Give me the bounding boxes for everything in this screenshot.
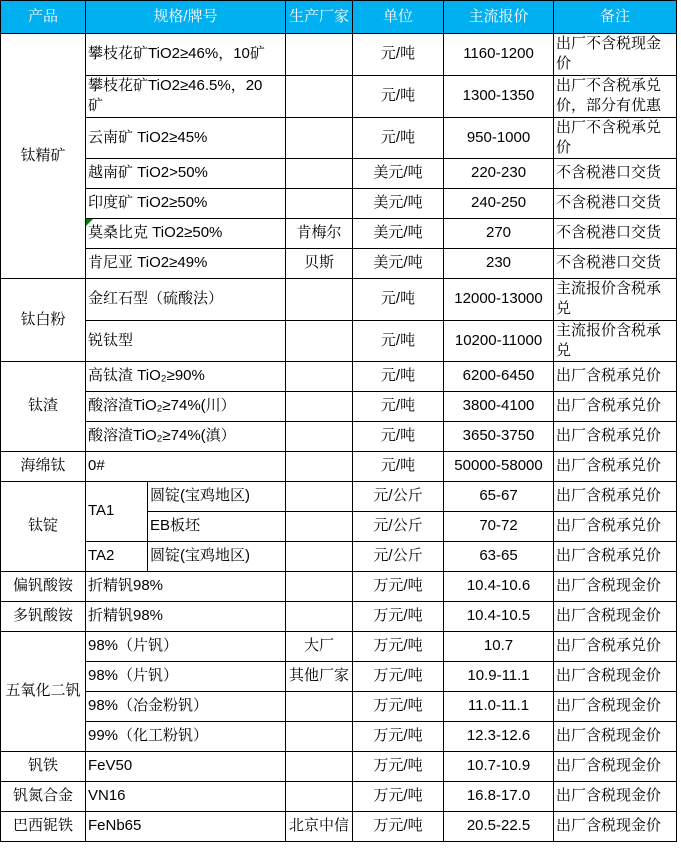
spec-cell: 金红石型（硫酸法） [86, 279, 286, 321]
price-cell: 63-65 [444, 542, 554, 572]
unit-cell: 元/公斤 [353, 542, 444, 572]
price-cell: 16.8-17.0 [444, 782, 554, 812]
table-row [1, 632, 677, 662]
unit-cell: 元/公斤 [353, 482, 444, 512]
spec-cell: FeNb65 [86, 812, 286, 842]
form-cell: 圆锭(宝鸡地区) [148, 482, 286, 512]
price-cell: 12000-13000 [444, 279, 554, 321]
spec-cell: 越南矿 TiO2>50% [86, 159, 286, 189]
price-cell: 70-72 [444, 512, 554, 542]
note-cell: 不含税港口交货 [554, 219, 677, 249]
manufacturer-cell [286, 722, 353, 752]
spec-cell: 0# [86, 452, 286, 482]
manufacturer-cell [286, 422, 353, 452]
price-cell: 10200-11000 [444, 320, 554, 362]
col-header-spec: 规格/牌号 [86, 1, 286, 34]
table-row [1, 219, 677, 249]
form-cell: EB板坯 [148, 512, 286, 542]
table-row [1, 572, 677, 602]
price-cell: 270 [444, 219, 554, 249]
col-header-unit: 单位 [353, 1, 444, 34]
spec-cell: 折精钒98% [86, 572, 286, 602]
manufacturer-cell [286, 159, 353, 189]
price-cell: 10.4-10.6 [444, 572, 554, 602]
manufacturer-cell [286, 542, 353, 572]
manufacturer-cell [286, 279, 353, 321]
spec-cell: 肯尼亚 TiO2≥49% [86, 249, 286, 279]
unit-cell: 美元/吨 [353, 219, 444, 249]
table-header-row [1, 1, 677, 34]
unit-cell: 元/吨 [353, 452, 444, 482]
spec-text: 攀枝花矿TiO2≥46.5%，20矿 [88, 76, 263, 114]
col-header-note: 备注 [554, 1, 677, 34]
unit-cell: 万元/吨 [353, 812, 444, 842]
manufacturer-cell [286, 117, 353, 159]
unit-cell: 元/吨 [353, 422, 444, 452]
form-cell: 圆锭(宝鸡地区) [148, 542, 286, 572]
note-cell: 出厂含税现金价 [554, 602, 677, 632]
note-cell: 出厂含税现金价 [554, 692, 677, 722]
note-cell: 出厂含税承兑价 [554, 452, 677, 482]
spec-text: 莫桑比克 TiO2≥50% [88, 224, 223, 242]
table-row [1, 422, 677, 452]
green-corner-flag-icon [86, 219, 93, 226]
table-row [1, 782, 677, 812]
price-cell: 11.0-11.1 [444, 692, 554, 722]
spec-cell: 99%（化工粉钒） [86, 722, 286, 752]
price-cell: 240-250 [444, 189, 554, 219]
manufacturer-cell [286, 75, 353, 117]
product-cell: 巴西铌铁 [1, 812, 86, 842]
note-cell: 出厂含税承兑价 [554, 542, 677, 572]
note-cell: 出厂含税现金价 [554, 722, 677, 752]
spec-cell [86, 75, 286, 117]
unit-cell: 美元/吨 [353, 249, 444, 279]
product-cell: 钒氮合金 [1, 782, 86, 812]
manufacturer-cell [286, 782, 353, 812]
spec-cell [86, 219, 286, 249]
spec-cell: 攀枝花矿TiO2≥46%，10矿 [86, 34, 286, 76]
price-cell: 10.7-10.9 [444, 752, 554, 782]
note-cell: 出厂含税现金价 [554, 782, 677, 812]
price-cell: 6200-6450 [444, 362, 554, 392]
manufacturer-cell: 北京中信 [286, 812, 353, 842]
spec-cell: 折精钒98% [86, 602, 286, 632]
manufacturer-cell [286, 320, 353, 362]
spec-cell: 云南矿 TiO2≥45% [86, 117, 286, 159]
table-row [1, 249, 677, 279]
spec-cell: 98%（冶金粉钒） [86, 692, 286, 722]
spec-cell: VN16 [86, 782, 286, 812]
product-cell: 钒铁 [1, 752, 86, 782]
product-cell: 钛渣 [1, 362, 86, 452]
manufacturer-cell: 大厂 [286, 632, 353, 662]
unit-cell: 万元/吨 [353, 752, 444, 782]
note-cell: 不含税港口交货 [554, 249, 677, 279]
note-cell: 出厂含税承兑价 [554, 512, 677, 542]
note-cell: 不含税港口交货 [554, 159, 677, 189]
manufacturer-cell: 贝斯 [286, 249, 353, 279]
note-cell: 出厂含税承兑价 [554, 482, 677, 512]
table-row [1, 602, 677, 632]
unit-cell: 元/吨 [353, 279, 444, 321]
price-cell: 1300-1350 [444, 75, 554, 117]
unit-cell: 万元/吨 [353, 662, 444, 692]
unit-cell: 元/吨 [353, 75, 444, 117]
note-cell: 出厂含税现金价 [554, 752, 677, 782]
price-cell: 10.4-10.5 [444, 602, 554, 632]
spec-cell: 酸溶渣TiO₂≥74%(滇） [86, 422, 286, 452]
price-cell: 950-1000 [444, 117, 554, 159]
product-cell: 海绵钛 [1, 452, 86, 482]
manufacturer-cell [286, 392, 353, 422]
price-cell: 220-230 [444, 159, 554, 189]
note-cell: 出厂不含税现金价 [554, 34, 677, 76]
unit-cell: 元/吨 [353, 392, 444, 422]
unit-cell: 万元/吨 [353, 602, 444, 632]
table-row [1, 279, 677, 321]
spec-cell: 酸溶渣TiO₂≥74%(川） [86, 392, 286, 422]
table-row [1, 159, 677, 189]
price-cell: 10.9-11.1 [444, 662, 554, 692]
table-row [1, 362, 677, 392]
spec-cell: 98%（片钒） [86, 662, 286, 692]
note-cell: 出厂含税承兑价 [554, 422, 677, 452]
grade-cell: TA2 [86, 542, 148, 572]
table-row [1, 692, 677, 722]
note-cell: 出厂含税承兑价 [554, 632, 677, 662]
manufacturer-cell [286, 34, 353, 76]
col-header-manufacturer: 生产厂家 [286, 1, 353, 34]
table-row [1, 812, 677, 842]
note-cell: 出厂含税承兑价 [554, 392, 677, 422]
table-row [1, 320, 677, 362]
table-row [1, 34, 677, 76]
table-row [1, 117, 677, 159]
product-cell: 钛白粉 [1, 279, 86, 362]
price-cell: 50000-58000 [444, 452, 554, 482]
spec-cell: 印度矿 TiO2≥50% [86, 189, 286, 219]
product-cell: 偏钒酸铵 [1, 572, 86, 602]
manufacturer-cell [286, 512, 353, 542]
unit-cell: 美元/吨 [353, 159, 444, 189]
note-cell: 出厂含税现金价 [554, 662, 677, 692]
unit-cell: 万元/吨 [353, 572, 444, 602]
col-header-price: 主流报价 [444, 1, 554, 34]
manufacturer-cell [286, 752, 353, 782]
spec-cell: FeV50 [86, 752, 286, 782]
unit-cell: 万元/吨 [353, 722, 444, 752]
unit-cell: 万元/吨 [353, 632, 444, 662]
unit-cell: 元/吨 [353, 362, 444, 392]
note-cell: 出厂含税现金价 [554, 812, 677, 842]
price-cell: 230 [444, 249, 554, 279]
product-cell: 多钒酸铵 [1, 602, 86, 632]
product-cell: 钛精矿 [1, 34, 86, 279]
note-cell: 出厂不含税承兑价 [554, 117, 677, 159]
unit-cell: 元/吨 [353, 320, 444, 362]
manufacturer-cell [286, 602, 353, 632]
product-cell: 钛锭 [1, 482, 86, 572]
col-header-product: 产品 [1, 1, 86, 34]
note-cell: 主流报价含税承兑 [554, 320, 677, 362]
table-row [1, 482, 677, 512]
unit-cell: 美元/吨 [353, 189, 444, 219]
manufacturer-cell [286, 452, 353, 482]
unit-cell: 元/吨 [353, 117, 444, 159]
note-cell: 出厂含税现金价 [554, 572, 677, 602]
table-row [1, 452, 677, 482]
manufacturer-cell [286, 189, 353, 219]
spec-cell: 锐钛型 [86, 320, 286, 362]
unit-cell: 元/吨 [353, 34, 444, 76]
manufacturer-cell [286, 482, 353, 512]
table-row [1, 392, 677, 422]
price-cell: 10.7 [444, 632, 554, 662]
price-cell: 20.5-22.5 [444, 812, 554, 842]
table-row [1, 722, 677, 752]
unit-cell: 万元/吨 [353, 782, 444, 812]
manufacturer-cell: 其他厂家 [286, 662, 353, 692]
price-cell: 3650-3750 [444, 422, 554, 452]
note-cell: 出厂含税承兑价 [554, 362, 677, 392]
price-cell: 1160-1200 [444, 34, 554, 76]
spec-cell: 98%（片钒） [86, 632, 286, 662]
unit-cell: 元/公斤 [353, 512, 444, 542]
manufacturer-cell: 肯梅尔 [286, 219, 353, 249]
spec-cell: 高钛渣 TiO₂≥90% [86, 362, 286, 392]
manufacturer-cell [286, 362, 353, 392]
price-cell: 65-67 [444, 482, 554, 512]
manufacturer-cell [286, 572, 353, 602]
table-row [1, 189, 677, 219]
product-cell: 五氧化二钒 [1, 632, 86, 752]
manufacturer-cell [286, 692, 353, 722]
price-cell: 12.3-12.6 [444, 722, 554, 752]
grade-cell: TA1 [86, 482, 148, 542]
table-row [1, 75, 677, 117]
table-row [1, 662, 677, 692]
table-row [1, 752, 677, 782]
unit-cell: 万元/吨 [353, 692, 444, 722]
note-cell: 主流报价含税承兑 [554, 279, 677, 321]
table-row [1, 542, 677, 572]
note-cell: 出厂不含税承兑价，部分有优惠 [554, 75, 677, 117]
price-cell: 3800-4100 [444, 392, 554, 422]
note-cell: 不含税港口交货 [554, 189, 677, 219]
